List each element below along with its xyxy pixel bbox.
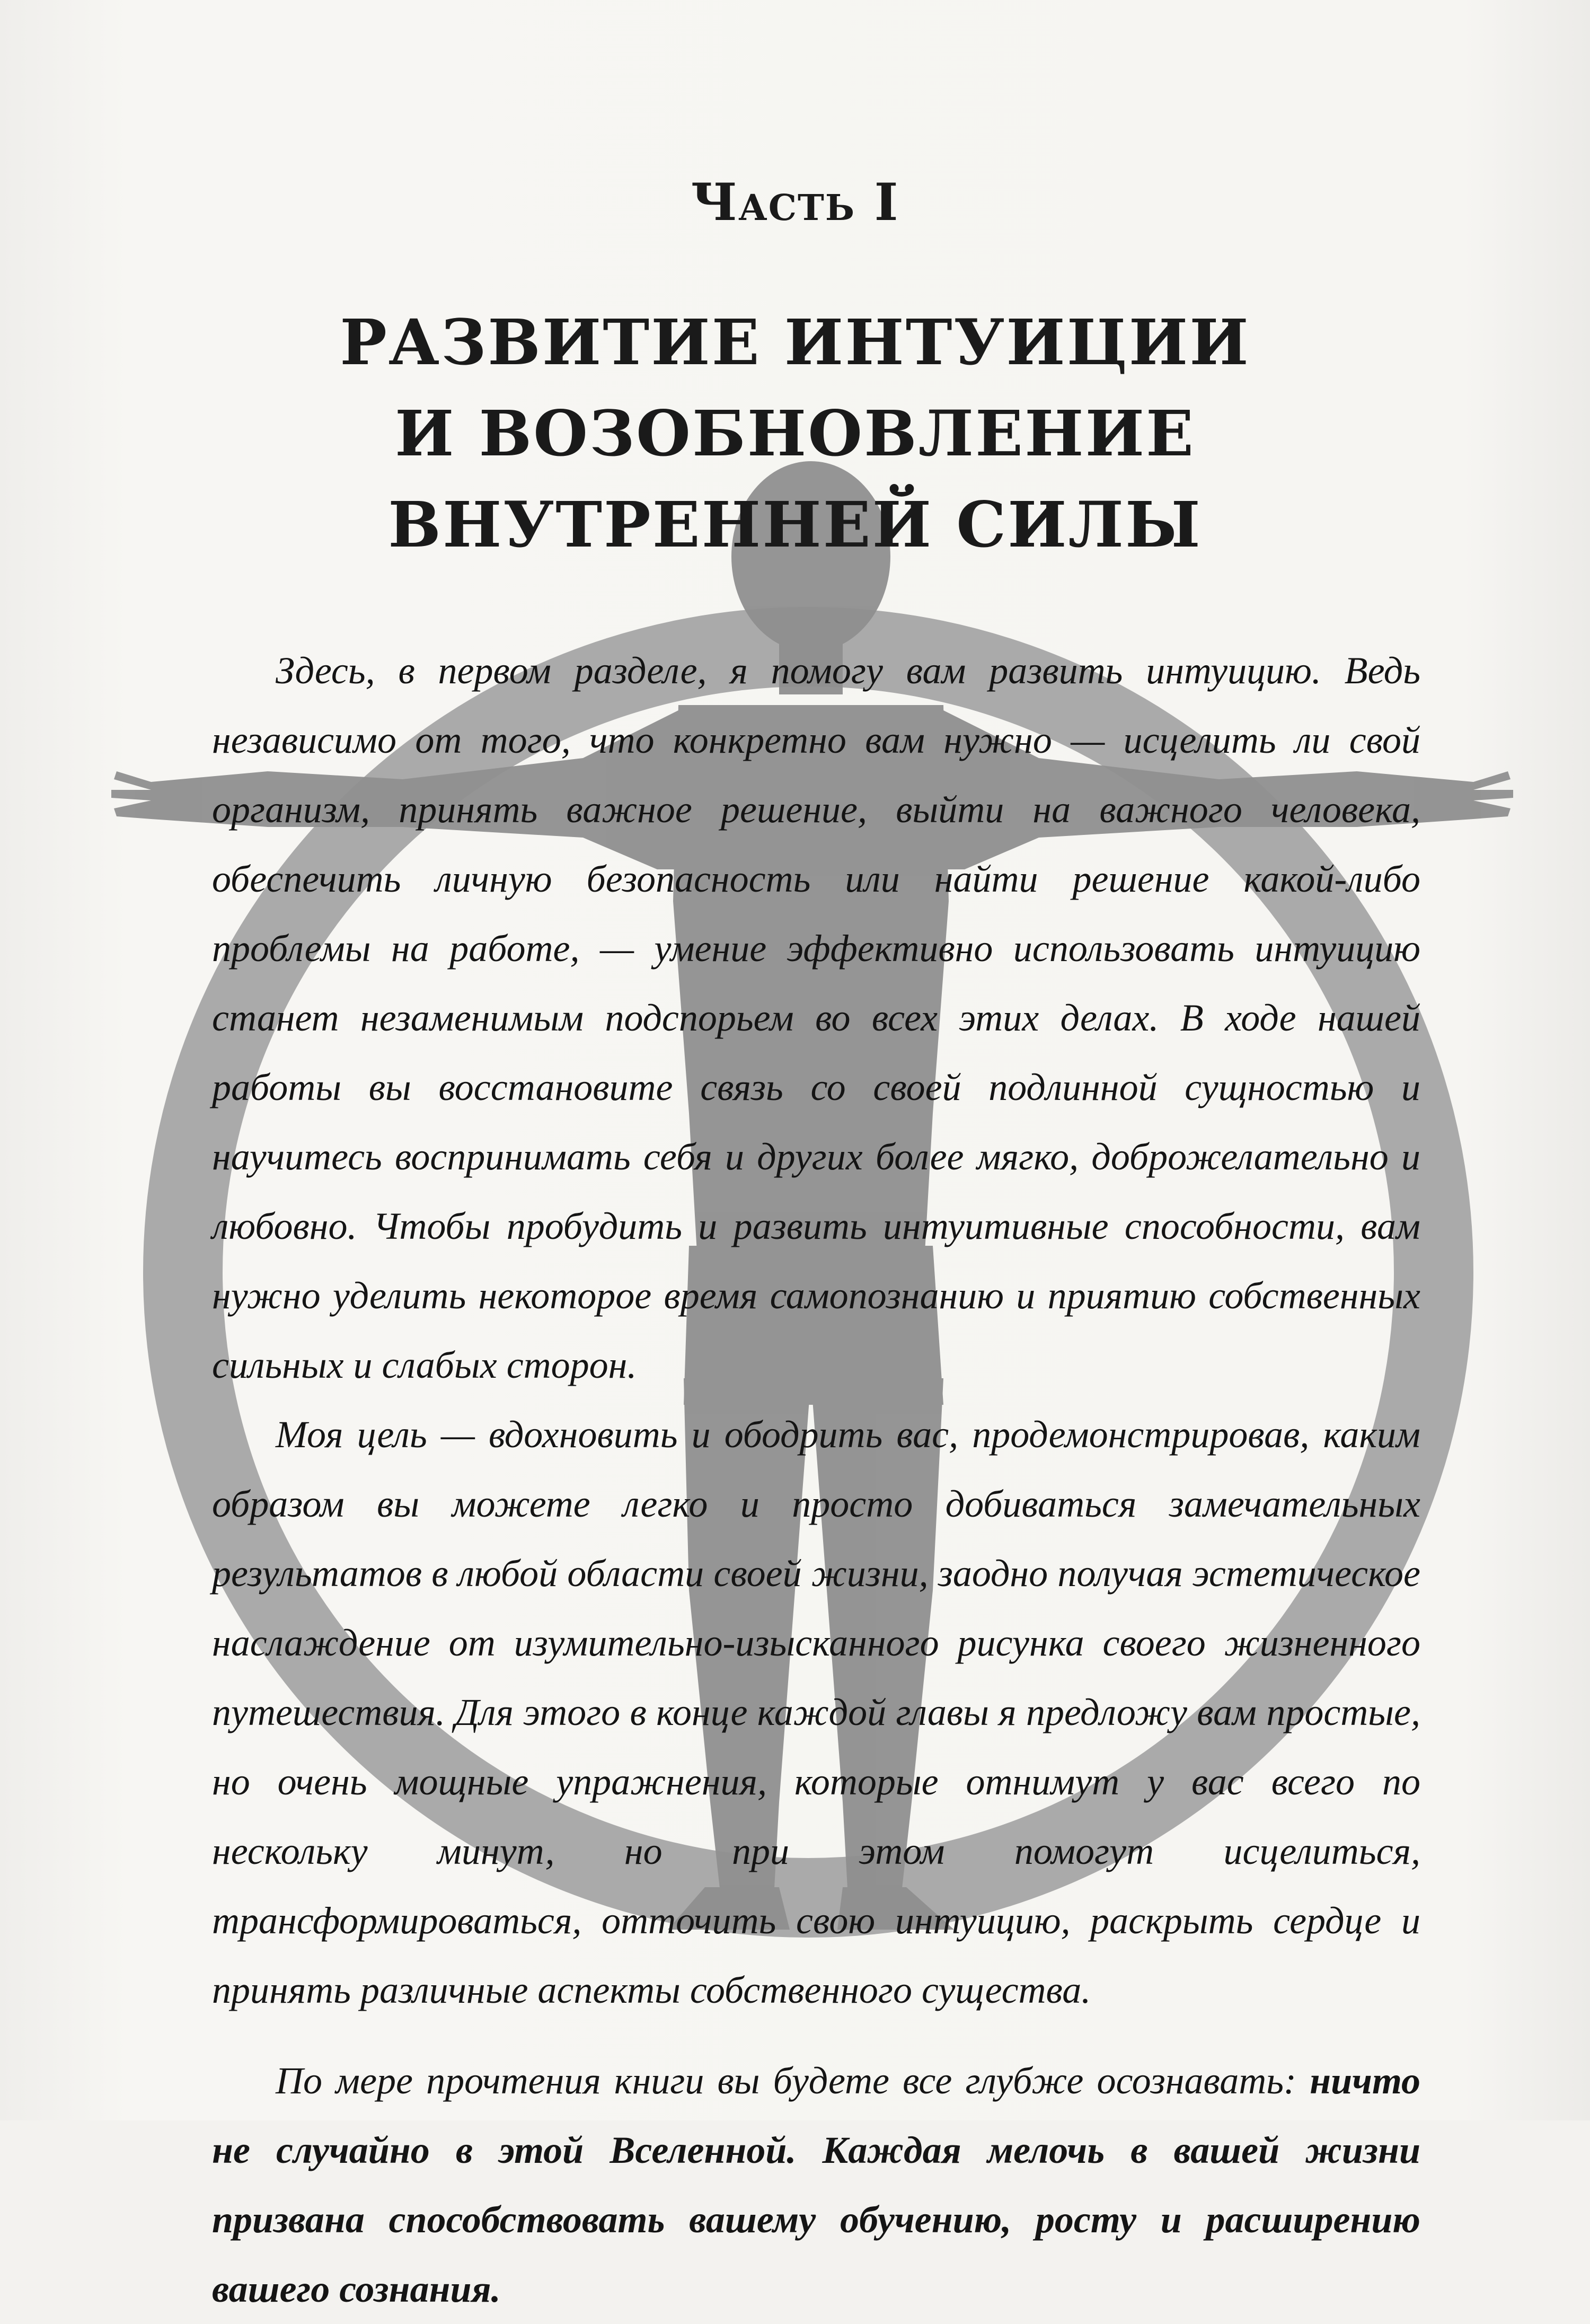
paragraph-3-emphasis: ничто не случайно в этой Вселенной. Каждая мелочь в вашей жизни призвана способствовать вашему обучению, росту и расширению вашего сознания. (212, 2059, 1421, 2310)
paragraph-1: Здесь, в первом разделе, я помогу вам развить интуицию. Ведь независимо от того, что конкретно вам нужно — исцелить ли свой организм, принять важное решение, выйти на важного человека, обеспечить личную безопасность или найти решение какой-либо проблемы на работе, — умение эффективно использовать интуицию станет незаменимым подспорьем во всех этих делах. В ходе нашей работы вы восстановите связь со своей подлинной сущностью и научитесь воспринимать себя и других более мягко, доброжелательно и любовно. Чтобы пробудить и развить интуитивные способности, вам нужно уделить некоторое время самопознанию и приятию собственных сильных и слабых сторон. (212, 649, 1420, 1386)
body-text (212, 636, 1420, 2324)
paragraph-3 (212, 2046, 1420, 2324)
chapter-heading (0, 297, 1590, 570)
paragraph-3-intro: По мере прочтения книги вы будете все глубже осознавать: (276, 2059, 1296, 2102)
heading-line-1: РАЗВИТИЕ ИНТУИЦИИ (340, 305, 1250, 379)
part-label: Часть I (691, 172, 899, 232)
paragraph-2: Моя цель — вдохновить и ободрить вас, продемонстрировав, каким образом вы можете легко и просто добиваться замечательных результатов в любой области своей жизни, заодно получая эстетическое наслаждение от изумительно-изысканного рисунка своего жизненного путешествия. Для этого в конце каждой главы я предложу вам простые, но очень мощные упражнения, которые отнимут у вас всего по нескольку минут, но при этом помогут исцелиться, трансформироваться, отточить свою интуицию, раскрыть сердце и принять различные аспекты собственного существа. (212, 1413, 1420, 2011)
heading-line-3: ВНУТРЕННЕЙ СИЛЫ (388, 488, 1202, 561)
heading-line-2: И ВОЗОБНОВЛЕНИЕ (394, 397, 1196, 470)
